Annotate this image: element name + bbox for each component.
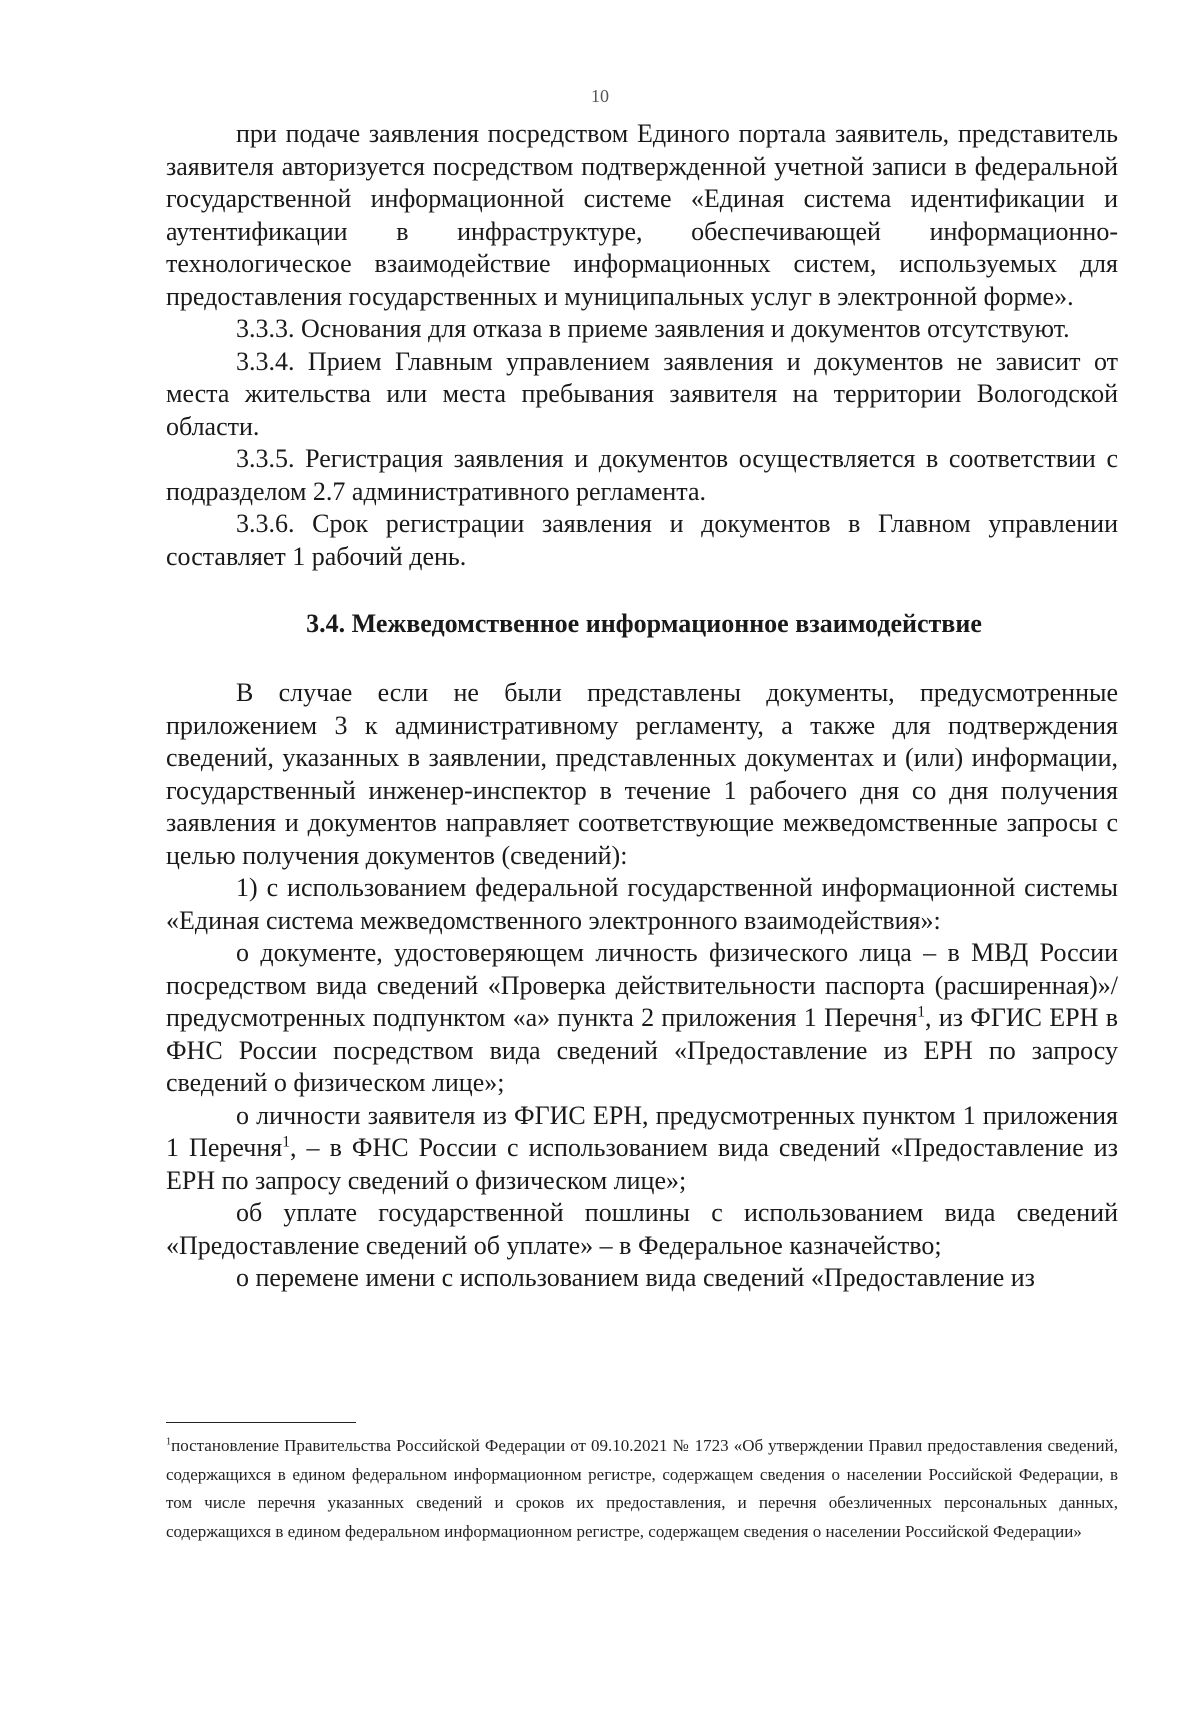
paragraph-3-3-3: 3.3.3. Основания для отказа в приеме заявления и документов отсутствуют. — [236, 314, 1070, 343]
paragraph-text: о документе, удостоверяющем личность физического лица – в МВД России посредством вида сведений «Проверка действительности паспорта (расширенная)»/предусмотренных подпунктом «а» пункта 2 приложения 1 Перечня — [166, 938, 1118, 1032]
page-number: 10 — [591, 86, 609, 106]
document-body — [166, 118, 1118, 1295]
paragraph-text: , из ФГИС ЕРН в ФНС России посредством вида сведений «Предоставление из ЕРН по запросу сведений о физическом лице»; — [166, 1003, 1118, 1097]
footnote-marker: 1 — [166, 1436, 172, 1448]
paragraph-interagency-intro: В случае если не были представлены документы, предусмотренные приложением 3 к административному регламенту, а также для подтверждения сведений, указанных в заявлении, представленных документах и (или) информации, государственный инженер-инспектор в течение 1 рабочего дня со дня получения заявления и документов направляет соответствующие межведомственные запросы с целью получения документов (сведений): — [166, 678, 1118, 870]
footnote-text: постановление Правительства Российской Федерации от 09.10.2021 № 1723 «Об утверждении Правил предоставления сведений, содержащихся в едином федеральном информационном регистре, содержащем сведения о населении Российской Федерации, в том числе перечня указанных сведений и сроков их предоставления, и перечня обезличенных персональных данных, содержащихся в едином федеральном информационном регистре, содержащем сведения о населении Российской Федерации» — [166, 1436, 1118, 1541]
footnote-separator — [166, 1422, 356, 1423]
paragraph-3-3-6: 3.3.6. Срок регистрации заявления и документов в Главном управлении составляет 1 рабочий день. — [166, 509, 1118, 571]
paragraph-text: , – в ФНС России с использованием вида сведений «Предоставление из ЕРН по запросу сведений о физическом лице»; — [166, 1133, 1118, 1195]
paragraph-text: о личности заявителя из ФГИС ЕРН, предусмотренных пунктом 1 приложения 1 Перечня — [166, 1100, 1118, 1162]
footnote — [166, 1432, 1118, 1546]
paragraph-3-3-5: 3.3.5. Регистрация заявления и документов осуществляется в соответствии с подразделом 2.7 административного регламента. — [166, 444, 1118, 506]
paragraph-smev: 1) с использованием федеральной государственной информационной системы «Единая система межведомственного электронного взаимодействия»: — [166, 873, 1118, 935]
paragraph-identity-document — [166, 937, 1118, 1100]
paragraph-name-change: о перемене имени с использованием вида сведений «Предоставление из — [236, 1263, 1035, 1292]
paragraph-applicant-identity — [166, 1100, 1118, 1198]
footnote-reference: 1 — [917, 1003, 926, 1021]
footnote-reference: 1 — [282, 1133, 290, 1151]
section-heading: 3.4. Межведомственное информационное взаимодействие — [306, 609, 982, 638]
paragraph-3-3-4: 3.3.4. Прием Главным управлением заявления и документов не зависит от места жительства или места пребывания заявителя на территории Вологодской области. — [166, 346, 1118, 441]
paragraph-portal-authorization: при подаче заявления посредством Единого портала заявитель, представитель заявителя авторизуется посредством подтвержденной учетной записи в федеральной государственной информационной системе «Единая система идентификации и аутентификации в инфраструктуре, обеспечивающей информационно-технологическое взаимодействие информационных систем, используемых для предоставления государственных и муниципальных услуг в электронной форме». — [166, 119, 1118, 311]
paragraph-state-fee: об уплате государственной пошлины с использованием вида сведений «Предоставление сведений об уплате» – в Федеральное казначейство; — [166, 1198, 1118, 1260]
